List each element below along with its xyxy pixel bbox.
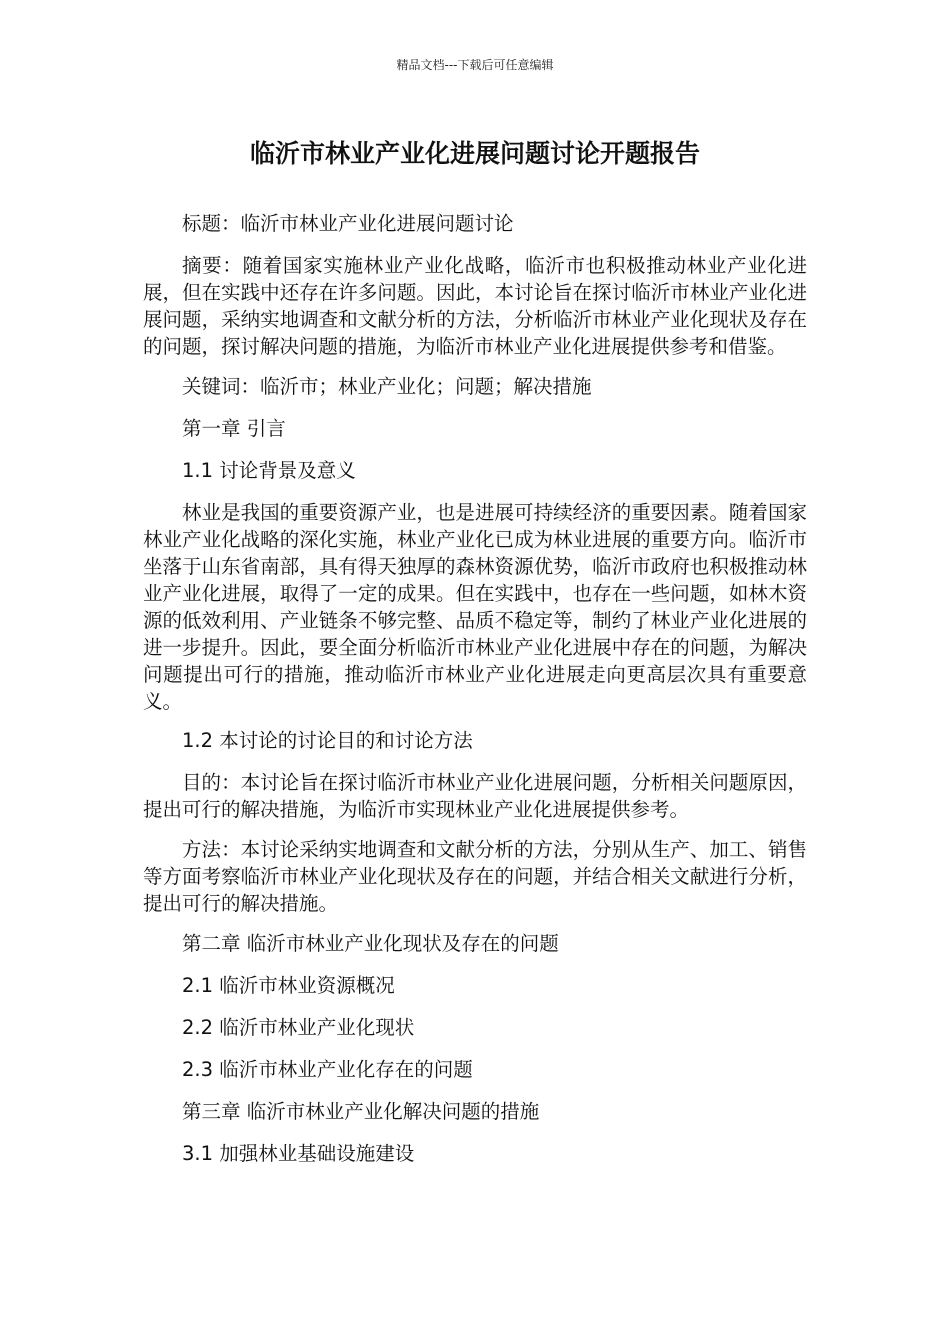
purpose-label: 目的： xyxy=(182,771,241,795)
section-2-3-heading: 2.3 临沂市林业产业化存在的问题 xyxy=(182,1057,473,1081)
subject-label: 标题： xyxy=(182,212,241,235)
section-1-2-heading: 1.2 本讨论的讨论目的和讨论方法 xyxy=(182,729,473,753)
abstract-text: 随着国家实施林业产业化战略，临沂市也积极推动林业产业化进展，但在实践中还存在许多问题。因此，本讨论旨在探讨临沂市林业产业化进展问题，采纳实地调查和文献分析的方法，分析临沂市林业产业化现状及存在的问题，探讨解决问题的措施，为临沂市林业产业化进展提供参考和借鉴。 xyxy=(143,254,807,358)
document-body xyxy=(143,210,807,1182)
section-3-1-heading: 3.1 加强林业基础设施建设 xyxy=(182,1141,415,1165)
abstract-label: 摘要： xyxy=(182,254,243,277)
keywords-text: 临沂市；林业产业化；问题；解决措施 xyxy=(260,374,592,398)
purpose-text: 本讨论旨在探讨临沂市林业产业化进展问题，分析相关问题原因，提出可行的解决措施，为临沂市实现林业产业化进展提供参考。 xyxy=(143,771,807,822)
chapter-2-heading: 第二章 临沂市林业产业化现状及存在的问题 xyxy=(182,931,559,955)
purpose-paragraph xyxy=(143,769,807,823)
chapter-3-heading: 第三章 临沂市林业产业化解决问题的措施 xyxy=(182,1099,540,1123)
section-2-1-heading: 2.1 临沂市林业资源概况 xyxy=(182,973,395,997)
header-note: 精品文档---下载后可任意编辑 xyxy=(396,58,554,72)
method-paragraph xyxy=(143,836,807,917)
section-1-1-paragraph: 林业是我国的重要资源产业，也是进展可持续经济的重要因素。随着国家林业产业化战略的深化实施，林业产业化已成为林业进展的重要方向。临沂市坐落于山东省南部，具有得天独厚的森林资源优势，临沂市政府也积极推动林业产业化进展，取得了一定的成果。但在实践中，也存在一些问题，如林木资源的低效利用、产业链条不够完整、品质不稳定等，制约了林业产业化进展的进一步提升。因此，要全面分析临沂市林业产业化进展中存在的问题，为解决问题提出可行的措施，推动临沂市林业产业化进展走向更高层次具有重要意义。 xyxy=(143,500,807,713)
section-1-1-heading: 1.1 讨论背景及意义 xyxy=(182,458,356,482)
abstract-paragraph xyxy=(143,252,807,360)
subject-text: 临沂市林业产业化进展问题讨论 xyxy=(240,212,514,235)
subject-line xyxy=(143,210,807,237)
document-title: 临沂市林业产业化进展问题讨论开题报告 xyxy=(249,139,700,168)
chapter-1-heading: 第一章 引言 xyxy=(182,416,286,440)
keywords-line xyxy=(143,373,807,400)
section-2-2-heading: 2.2 临沂市林业产业化现状 xyxy=(182,1015,415,1039)
method-text: 本讨论采纳实地调查和文献分析的方法，分别从生产、加工、销售等方面考察临沂市林业产业化现状及存在的问题，并结合相关文献进行分析，提出可行的解决措施。 xyxy=(143,838,807,916)
keywords-label: 关键词： xyxy=(182,374,261,398)
method-label: 方法： xyxy=(182,838,241,862)
